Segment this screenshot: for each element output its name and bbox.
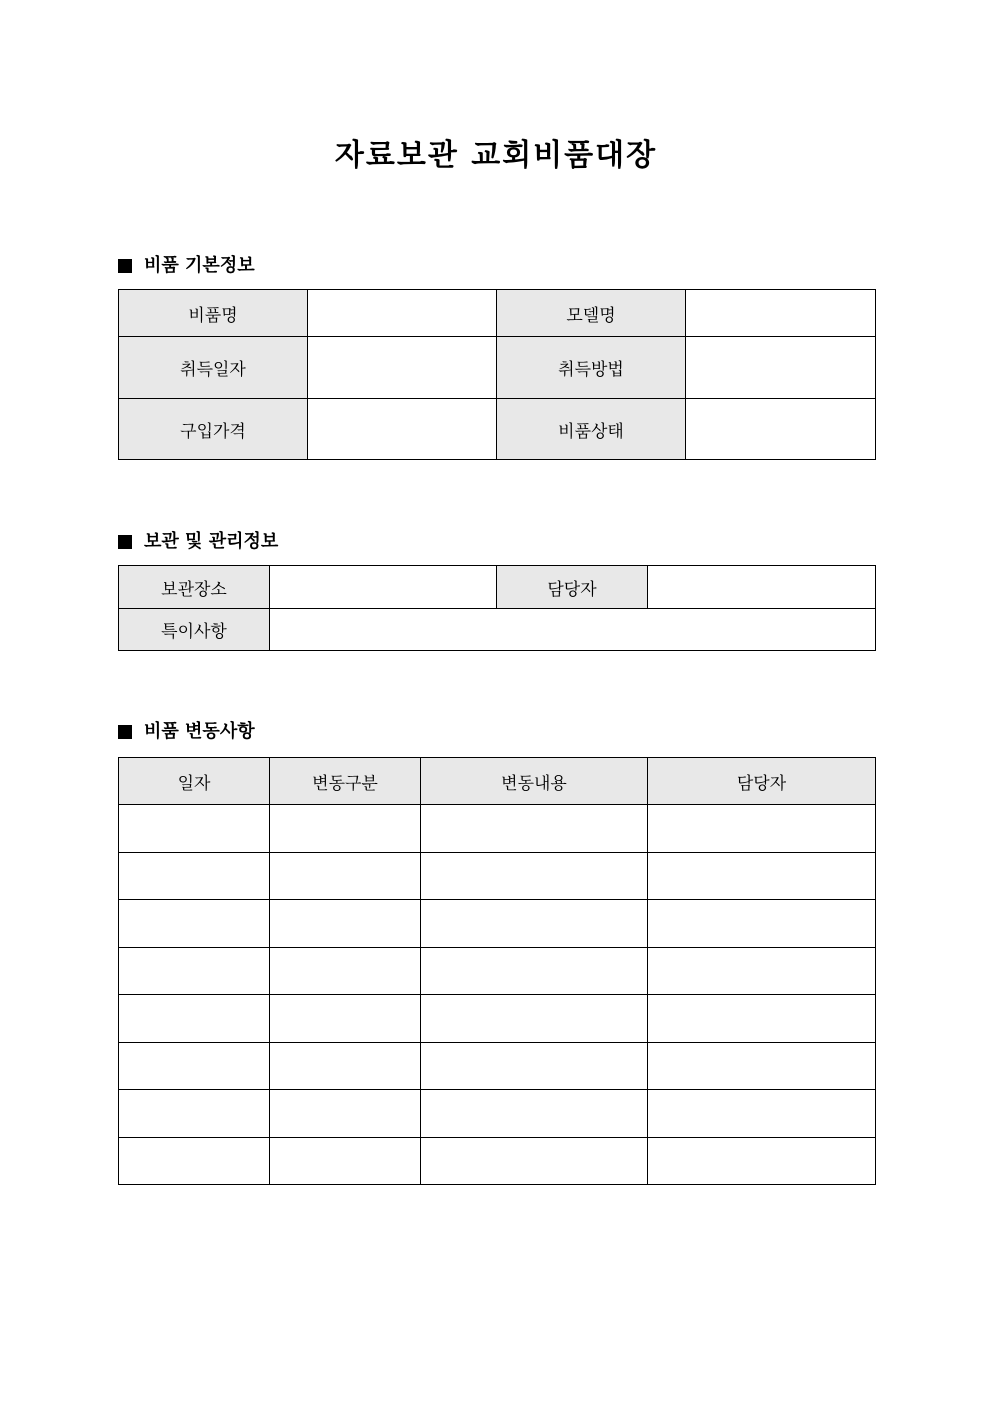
item-status-field[interactable]	[686, 399, 876, 460]
table-row	[119, 399, 876, 460]
section-heading-label: 보관 및 관리정보	[144, 531, 279, 552]
item-name-field[interactable]	[308, 290, 497, 337]
manager-cell[interactable]	[648, 1137, 876, 1185]
table-row	[119, 1137, 876, 1185]
date-cell[interactable]	[119, 947, 270, 995]
table-row	[119, 852, 876, 900]
square-bullet-icon	[118, 259, 132, 273]
date-cell[interactable]	[119, 805, 270, 853]
change-type-cell[interactable]	[270, 947, 421, 995]
change-type-cell[interactable]	[270, 900, 421, 948]
storage-location-label: 보관장소	[119, 566, 270, 609]
column-header-change-type: 변동구분	[270, 758, 421, 805]
column-header-change-details: 변동내용	[421, 758, 648, 805]
model-name-field[interactable]	[686, 290, 876, 337]
manager-cell[interactable]	[648, 900, 876, 948]
table-row	[119, 1090, 876, 1138]
remarks-label: 특이사항	[119, 609, 270, 651]
table-row	[119, 290, 876, 337]
date-cell[interactable]	[119, 1137, 270, 1185]
change-type-cell[interactable]	[270, 852, 421, 900]
table-row	[119, 805, 876, 853]
change-type-cell[interactable]	[270, 995, 421, 1043]
table-row	[119, 995, 876, 1043]
section-heading-storage-info	[118, 530, 278, 554]
manager-cell[interactable]	[648, 852, 876, 900]
acquired-date-field[interactable]	[308, 337, 497, 399]
section-heading-label: 비품 변동사항	[144, 721, 255, 742]
storage-location-field[interactable]	[270, 566, 497, 609]
table-row	[119, 337, 876, 399]
change-details-cell[interactable]	[421, 1042, 648, 1090]
item-status-label: 비품상태	[497, 399, 686, 460]
section-heading-change-history	[118, 720, 255, 744]
square-bullet-icon	[118, 535, 132, 549]
date-cell[interactable]	[119, 852, 270, 900]
table-row	[119, 609, 876, 651]
basic-info-table	[118, 289, 876, 460]
model-name-label: 모델명	[497, 290, 686, 337]
acquired-method-label: 취득방법	[497, 337, 686, 399]
manager-cell[interactable]	[648, 947, 876, 995]
date-cell[interactable]	[119, 1090, 270, 1138]
date-cell[interactable]	[119, 995, 270, 1043]
square-bullet-icon	[118, 725, 132, 739]
purchase-price-label: 구입가격	[119, 399, 308, 460]
acquired-method-field[interactable]	[686, 337, 876, 399]
page-title: 자료보관 교회비품대장	[334, 138, 658, 173]
manager-field[interactable]	[648, 566, 876, 609]
change-details-cell[interactable]	[421, 852, 648, 900]
change-details-cell[interactable]	[421, 995, 648, 1043]
change-details-cell[interactable]	[421, 900, 648, 948]
table-row	[119, 900, 876, 948]
change-type-cell[interactable]	[270, 1042, 421, 1090]
change-history-table	[118, 757, 876, 1185]
section-heading-label: 비품 기본정보	[144, 255, 255, 276]
acquired-date-label: 취득일자	[119, 337, 308, 399]
change-type-cell[interactable]	[270, 1137, 421, 1185]
section-heading-basic-info	[118, 254, 255, 278]
column-header-manager: 담당자	[648, 758, 876, 805]
manager-label: 담당자	[497, 566, 648, 609]
change-details-cell[interactable]	[421, 947, 648, 995]
table-row	[119, 947, 876, 995]
manager-cell[interactable]	[648, 805, 876, 853]
manager-cell[interactable]	[648, 995, 876, 1043]
remarks-field[interactable]	[270, 609, 876, 651]
change-details-cell[interactable]	[421, 1137, 648, 1185]
column-header-date: 일자	[119, 758, 270, 805]
change-type-cell[interactable]	[270, 805, 421, 853]
item-name-label: 비품명	[119, 290, 308, 337]
manager-cell[interactable]	[648, 1090, 876, 1138]
date-cell[interactable]	[119, 1042, 270, 1090]
change-details-cell[interactable]	[421, 805, 648, 853]
date-cell[interactable]	[119, 900, 270, 948]
table-row	[119, 566, 876, 609]
manager-cell[interactable]	[648, 1042, 876, 1090]
storage-info-table	[118, 565, 876, 651]
table-header-row	[119, 758, 876, 805]
table-row	[119, 1042, 876, 1090]
purchase-price-field[interactable]	[308, 399, 497, 460]
change-history-rows	[119, 805, 876, 1185]
change-details-cell[interactable]	[421, 1090, 648, 1138]
change-type-cell[interactable]	[270, 1090, 421, 1138]
